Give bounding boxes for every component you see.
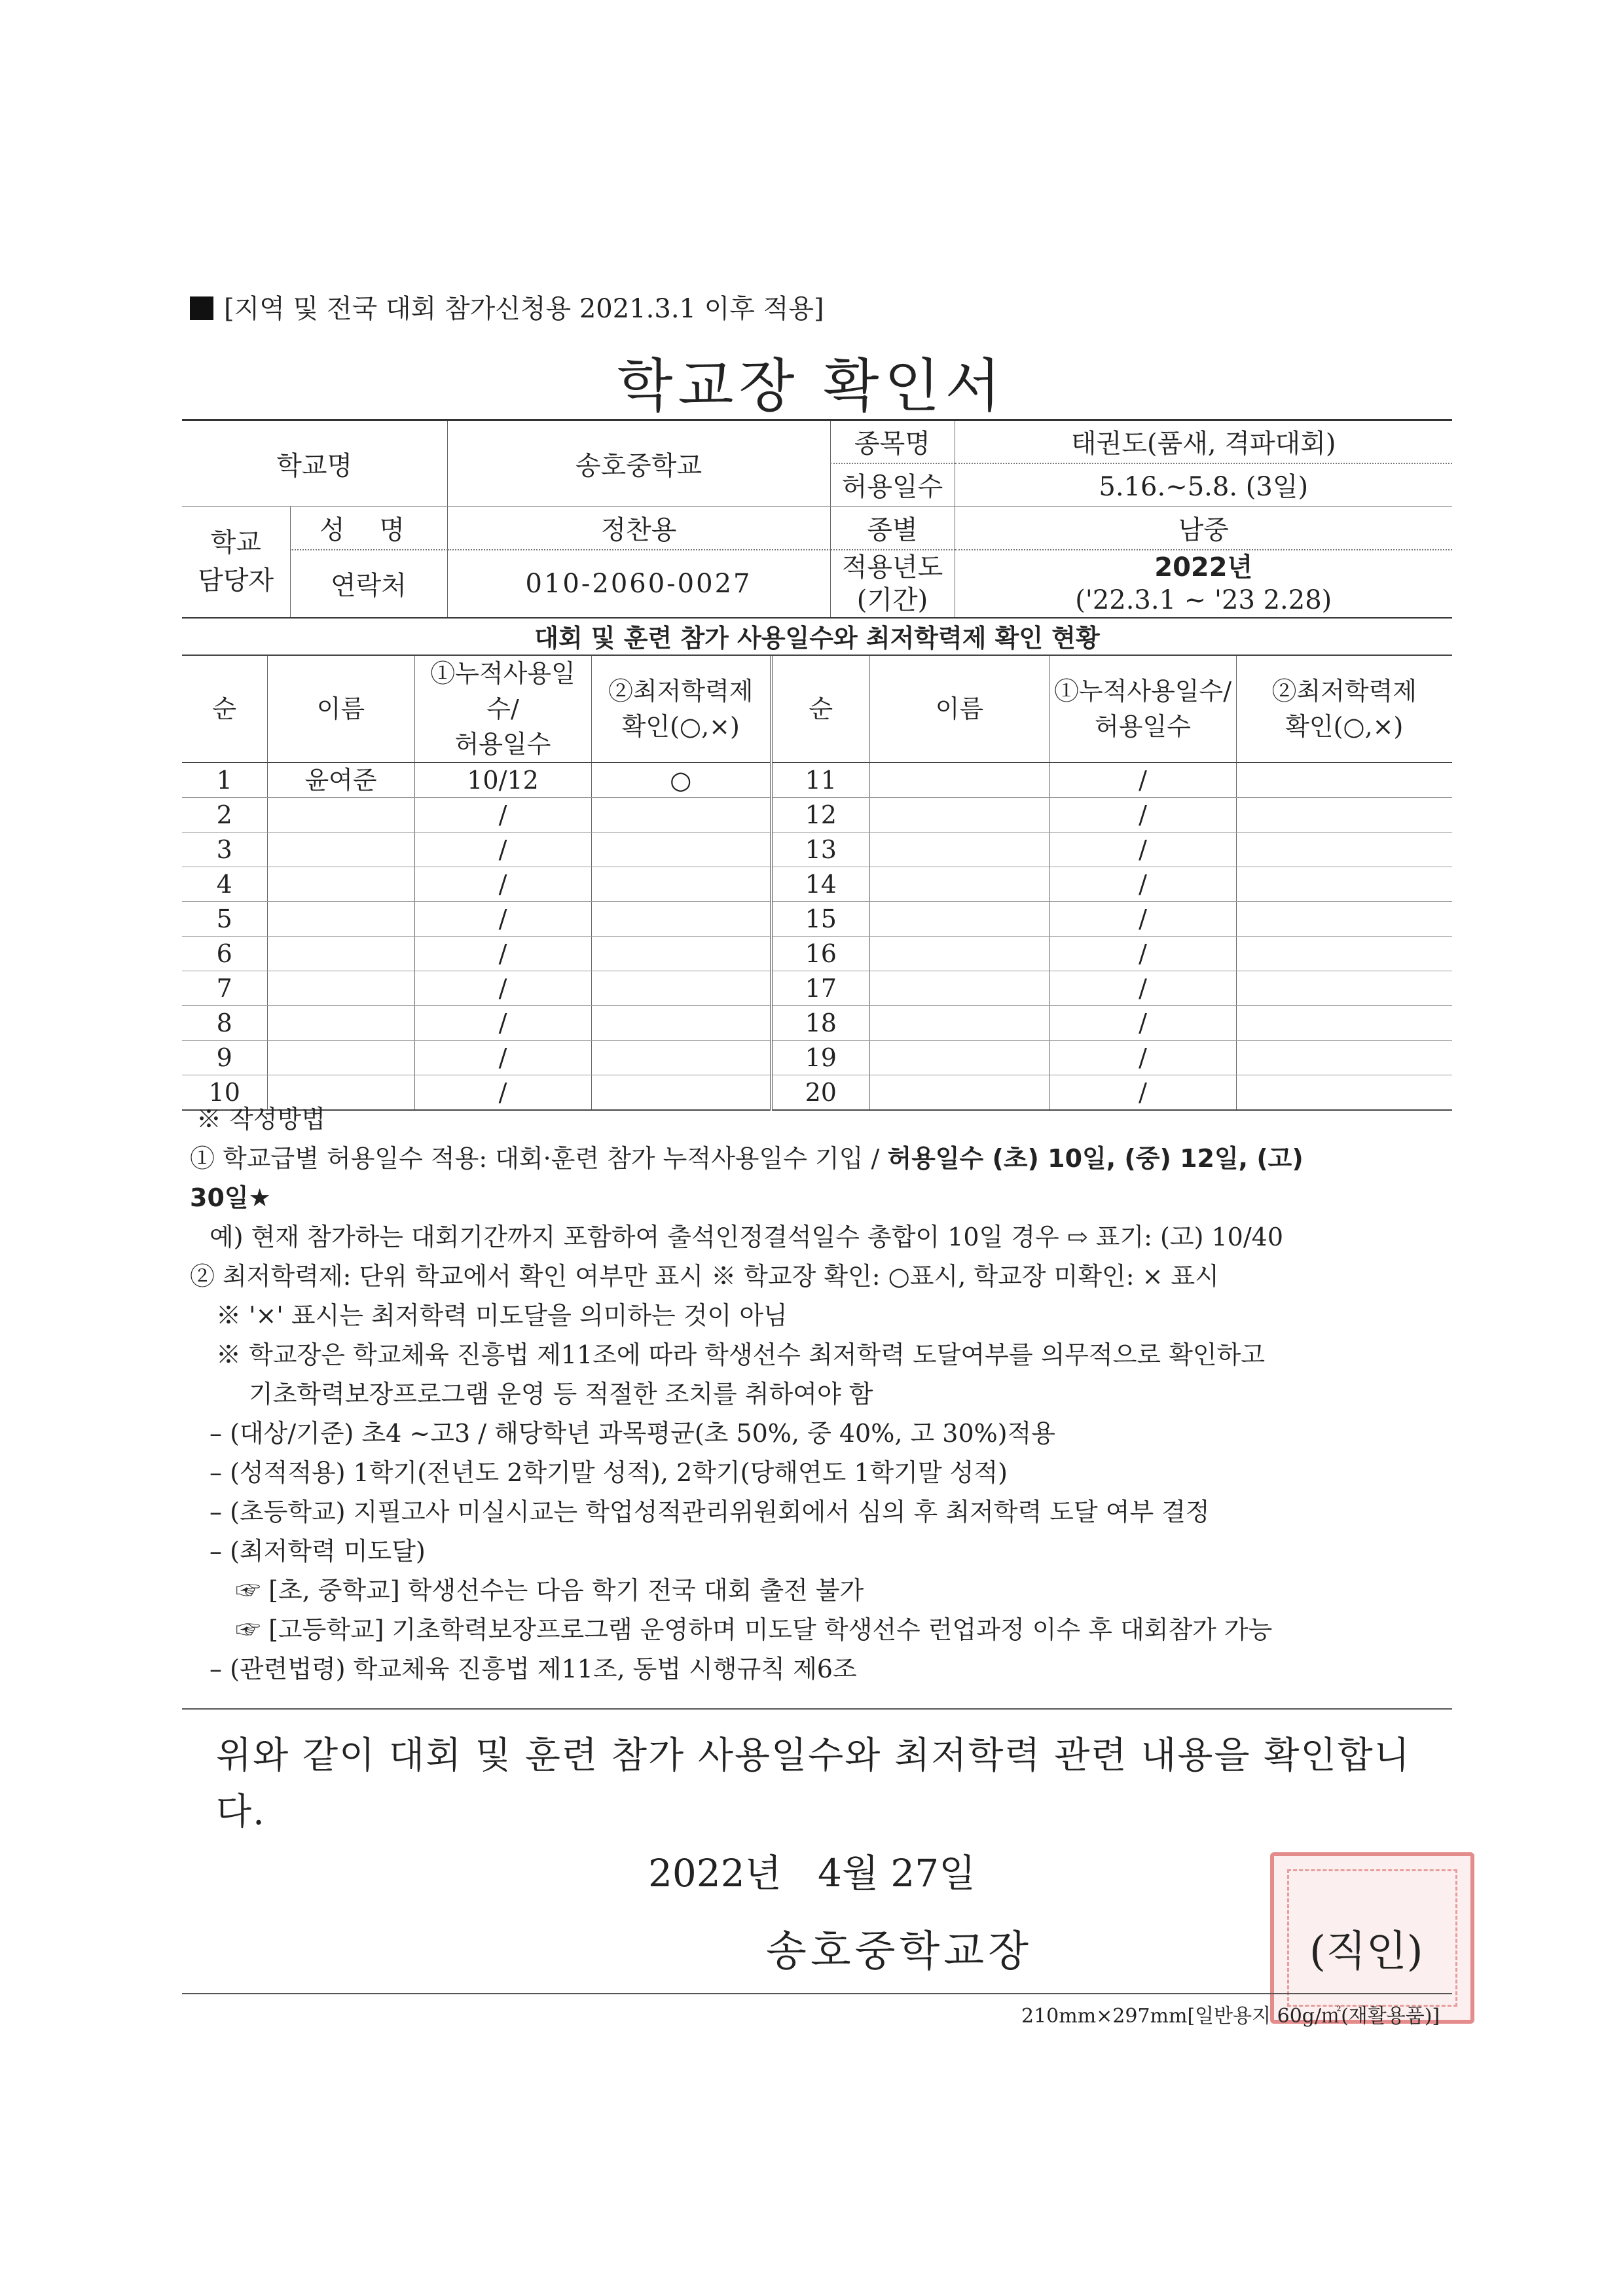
row-days: / bbox=[414, 1041, 591, 1075]
apply-period: ('22.3.1 ~ '23 2.28) bbox=[1075, 584, 1332, 615]
apply-year-label: 적용년도 (기간) bbox=[830, 550, 955, 618]
table-header-row bbox=[182, 656, 1452, 762]
row-name bbox=[267, 798, 414, 833]
document-title: 학교장 확인서 bbox=[617, 352, 1006, 420]
sport-value: 태권도(품새, 격파대회) bbox=[955, 420, 1452, 463]
row-academic bbox=[1236, 1041, 1452, 1075]
row-name bbox=[869, 798, 1049, 833]
row-no: 19 bbox=[771, 1041, 869, 1075]
row-no: 2 bbox=[182, 798, 267, 833]
col-header-name: 이름 bbox=[267, 656, 414, 762]
row-days: / bbox=[414, 1006, 591, 1041]
row-no: 6 bbox=[182, 937, 267, 971]
manager-label: 학교 담당자 bbox=[182, 507, 290, 618]
row-name bbox=[267, 1041, 414, 1075]
category-value: 남중 bbox=[955, 507, 1452, 550]
row-days: / bbox=[414, 1075, 591, 1111]
manager-name-label: 성 명 bbox=[290, 507, 447, 550]
row-academic bbox=[591, 833, 771, 867]
row-no: 12 bbox=[771, 798, 869, 833]
table-row bbox=[182, 937, 1452, 971]
row-academic bbox=[1236, 902, 1452, 937]
allowed-days-value: 5.16.~5.8. (3일) bbox=[955, 463, 1452, 507]
note-3: ② 최저학력제: 단위 학교에서 확인 여부만 표시 ※ 학교장 확인: ○표시, 학교장 미확인: × 표시 bbox=[190, 1262, 1219, 1291]
row-academic bbox=[1236, 833, 1452, 867]
note-6: 기초학력보장프로그램 운영 등 적절한 조치를 취하여야 함 bbox=[249, 1380, 873, 1408]
row-academic bbox=[1236, 867, 1452, 902]
row-days: / bbox=[1049, 1041, 1236, 1075]
table-row bbox=[182, 971, 1452, 1006]
row-days: / bbox=[1049, 833, 1236, 867]
row-name bbox=[869, 833, 1049, 867]
row-name bbox=[267, 1006, 414, 1041]
row-no: 18 bbox=[771, 1006, 869, 1041]
row-name bbox=[869, 762, 1049, 798]
col-header-days-2: ①누적사용일수/ 허용일수 bbox=[1049, 656, 1236, 762]
row-no: 13 bbox=[771, 833, 869, 867]
row-days: / bbox=[1049, 1006, 1236, 1041]
row-name bbox=[869, 971, 1049, 1006]
table-row bbox=[182, 867, 1452, 902]
row-no: 20 bbox=[771, 1075, 869, 1111]
usage-status-title: 대회 및 훈련 참가 사용일수와 최저학력제 확인 현황 bbox=[182, 622, 1452, 656]
school-name-value: 송호중학교 bbox=[447, 420, 830, 507]
note-7: – (대상/기준) 초4 ~고3 / 해당학년 과목평균(초 50%, 중 40%, 고 30%)적용 bbox=[210, 1419, 1055, 1448]
col-header-no-2: 순 bbox=[771, 656, 869, 762]
note-1-continued: 30일★ bbox=[190, 1183, 271, 1212]
row-no: 8 bbox=[182, 1006, 267, 1041]
row-name: 윤여준 bbox=[267, 762, 414, 798]
row-name bbox=[869, 1041, 1049, 1075]
row-no: 10 bbox=[182, 1075, 267, 1111]
divider-bottom bbox=[182, 1993, 1452, 1994]
col-header-academic: ②최저학력제 확인(○,×) bbox=[591, 656, 771, 762]
row-days: 10/12 bbox=[414, 762, 591, 798]
contact-label: 연락처 bbox=[290, 550, 447, 618]
row-no: 15 bbox=[771, 902, 869, 937]
row-academic: ○ bbox=[591, 762, 771, 798]
issue-date: 2022년 4월 27일 bbox=[648, 1851, 976, 1895]
note-1 bbox=[190, 1139, 1453, 1178]
divider-top bbox=[182, 1708, 1452, 1710]
row-no: 1 bbox=[182, 762, 267, 798]
row-name bbox=[267, 867, 414, 902]
school-name-label: 학교명 bbox=[182, 420, 447, 507]
row-name bbox=[267, 971, 414, 1006]
allowed-days-label: 허용일수 bbox=[830, 463, 955, 507]
row-academic bbox=[1236, 798, 1452, 833]
row-academic bbox=[591, 867, 771, 902]
contact-value: 010-2060-0027 bbox=[447, 550, 830, 618]
row-no: 14 bbox=[771, 867, 869, 902]
row-no: 3 bbox=[182, 833, 267, 867]
notes-heading: ※ 작성방법 bbox=[196, 1105, 325, 1134]
row-academic bbox=[591, 798, 771, 833]
principal-title: 송호중학교장 bbox=[766, 1928, 1032, 1976]
row-no: 9 bbox=[182, 1041, 267, 1075]
header-note-text: [지역 및 전국 대회 참가신청용 2021.3.1 이후 적용] bbox=[224, 294, 824, 324]
note-1-emphasis: 허용일수 (초) 10일, (중) 12일, (고) bbox=[887, 1144, 1304, 1173]
table-row bbox=[182, 1041, 1452, 1075]
row-name bbox=[869, 902, 1049, 937]
row-academic bbox=[591, 1006, 771, 1041]
row-days: / bbox=[414, 833, 591, 867]
row-days: / bbox=[1049, 902, 1236, 937]
table-row bbox=[182, 833, 1452, 867]
row-name bbox=[267, 902, 414, 937]
row-days: / bbox=[414, 867, 591, 902]
row-no: 16 bbox=[771, 937, 869, 971]
row-days: / bbox=[1049, 798, 1236, 833]
row-no: 4 bbox=[182, 867, 267, 902]
row-academic bbox=[591, 937, 771, 971]
col-header-days: ①누적사용일수/ 허용일수 bbox=[414, 656, 591, 762]
table-row bbox=[182, 798, 1452, 833]
manager-name-value: 정찬용 bbox=[447, 507, 830, 550]
note-13: – (관련법령) 학교체육 진흥법 제11조, 동법 시행규칙 제6조 bbox=[210, 1655, 857, 1683]
row-academic bbox=[1236, 762, 1452, 798]
row-days: / bbox=[1049, 937, 1236, 971]
sport-label: 종목명 bbox=[830, 420, 955, 463]
note-5: ※ 학교장은 학교체육 진흥법 제11조에 따라 학생선수 최저학력 도달여부를 의무적으로 확인하고 bbox=[216, 1340, 1266, 1369]
form-applicability-note bbox=[190, 288, 824, 325]
seal-label: (직인) bbox=[1309, 1928, 1423, 1976]
note-4: ※ '×' 표시는 최저학력 미도달을 의미하는 것이 아님 bbox=[216, 1301, 788, 1330]
row-days: / bbox=[1049, 762, 1236, 798]
row-academic bbox=[591, 971, 771, 1006]
col-header-name-2: 이름 bbox=[869, 656, 1049, 762]
row-academic bbox=[591, 902, 771, 937]
note-8: – (성적적용) 1학기(전년도 2학기말 성적), 2학기(당해연도 1학기말 성적) bbox=[210, 1458, 1008, 1487]
row-name bbox=[869, 1006, 1049, 1041]
row-academic bbox=[1236, 937, 1452, 971]
row-days: / bbox=[414, 971, 591, 1006]
row-days: / bbox=[1049, 1075, 1236, 1111]
note-10: – (최저학력 미도달) bbox=[210, 1537, 426, 1566]
row-no: 11 bbox=[771, 762, 869, 798]
row-no: 7 bbox=[182, 971, 267, 1006]
row-academic bbox=[591, 1041, 771, 1075]
category-label: 종별 bbox=[830, 507, 955, 550]
row-no: 17 bbox=[771, 971, 869, 1006]
row-days: / bbox=[414, 798, 591, 833]
row-name bbox=[869, 867, 1049, 902]
note-12: ☞ [고등학교] 기초학력보장프로그램 운영하며 미도달 학생선수 런업과정 이수 후 대회참가 가능 bbox=[236, 1615, 1273, 1644]
table-row bbox=[182, 902, 1452, 937]
athlete-usage-table bbox=[182, 656, 1452, 1111]
row-name bbox=[267, 833, 414, 867]
square-bullet-icon bbox=[190, 296, 213, 320]
note-1-text: ① 학교급별 허용일수 적용: 대회·훈련 참가 누적사용일수 기입 / bbox=[190, 1144, 888, 1173]
row-name bbox=[869, 937, 1049, 971]
table-row bbox=[182, 762, 1452, 798]
table-row bbox=[182, 1006, 1452, 1041]
row-name bbox=[267, 937, 414, 971]
row-academic bbox=[1236, 971, 1452, 1006]
writing-instructions bbox=[190, 1100, 1453, 1689]
col-header-no: 순 bbox=[182, 656, 267, 762]
row-days: / bbox=[414, 937, 591, 971]
note-2: 예) 현재 참가하는 대회기간까지 포함하여 출석인정결석일수 총합이 10일 경우 ⇨ 표기: (고) 10/40 bbox=[210, 1223, 1284, 1251]
row-days: / bbox=[1049, 971, 1236, 1006]
note-9: – (초등학교) 지필고사 미실시교는 학업성적관리위원회에서 심의 후 최저학력 도달 여부 결정 bbox=[210, 1498, 1210, 1526]
row-no: 5 bbox=[182, 902, 267, 937]
apply-year: 2022년 bbox=[1154, 552, 1253, 583]
row-academic bbox=[1236, 1006, 1452, 1041]
school-info-table bbox=[182, 419, 1452, 619]
apply-year-value bbox=[955, 550, 1452, 618]
col-header-academic-2: ②최저학력제 확인(○,×) bbox=[1236, 656, 1452, 762]
note-11: ☞ [초, 중학교] 학생선수는 다음 학기 전국 대회 출전 불가 bbox=[236, 1576, 864, 1605]
paper-spec-footer: 210mm×297mm[일반용지 60g/㎡(재활용품)] bbox=[1021, 2005, 1440, 2028]
confirmation-statement: 위와 같이 대회 및 훈련 참가 사용일수와 최저학력 관련 내용을 확인합니다. bbox=[216, 1734, 1411, 1833]
row-days: / bbox=[1049, 867, 1236, 902]
row-days: / bbox=[414, 902, 591, 937]
